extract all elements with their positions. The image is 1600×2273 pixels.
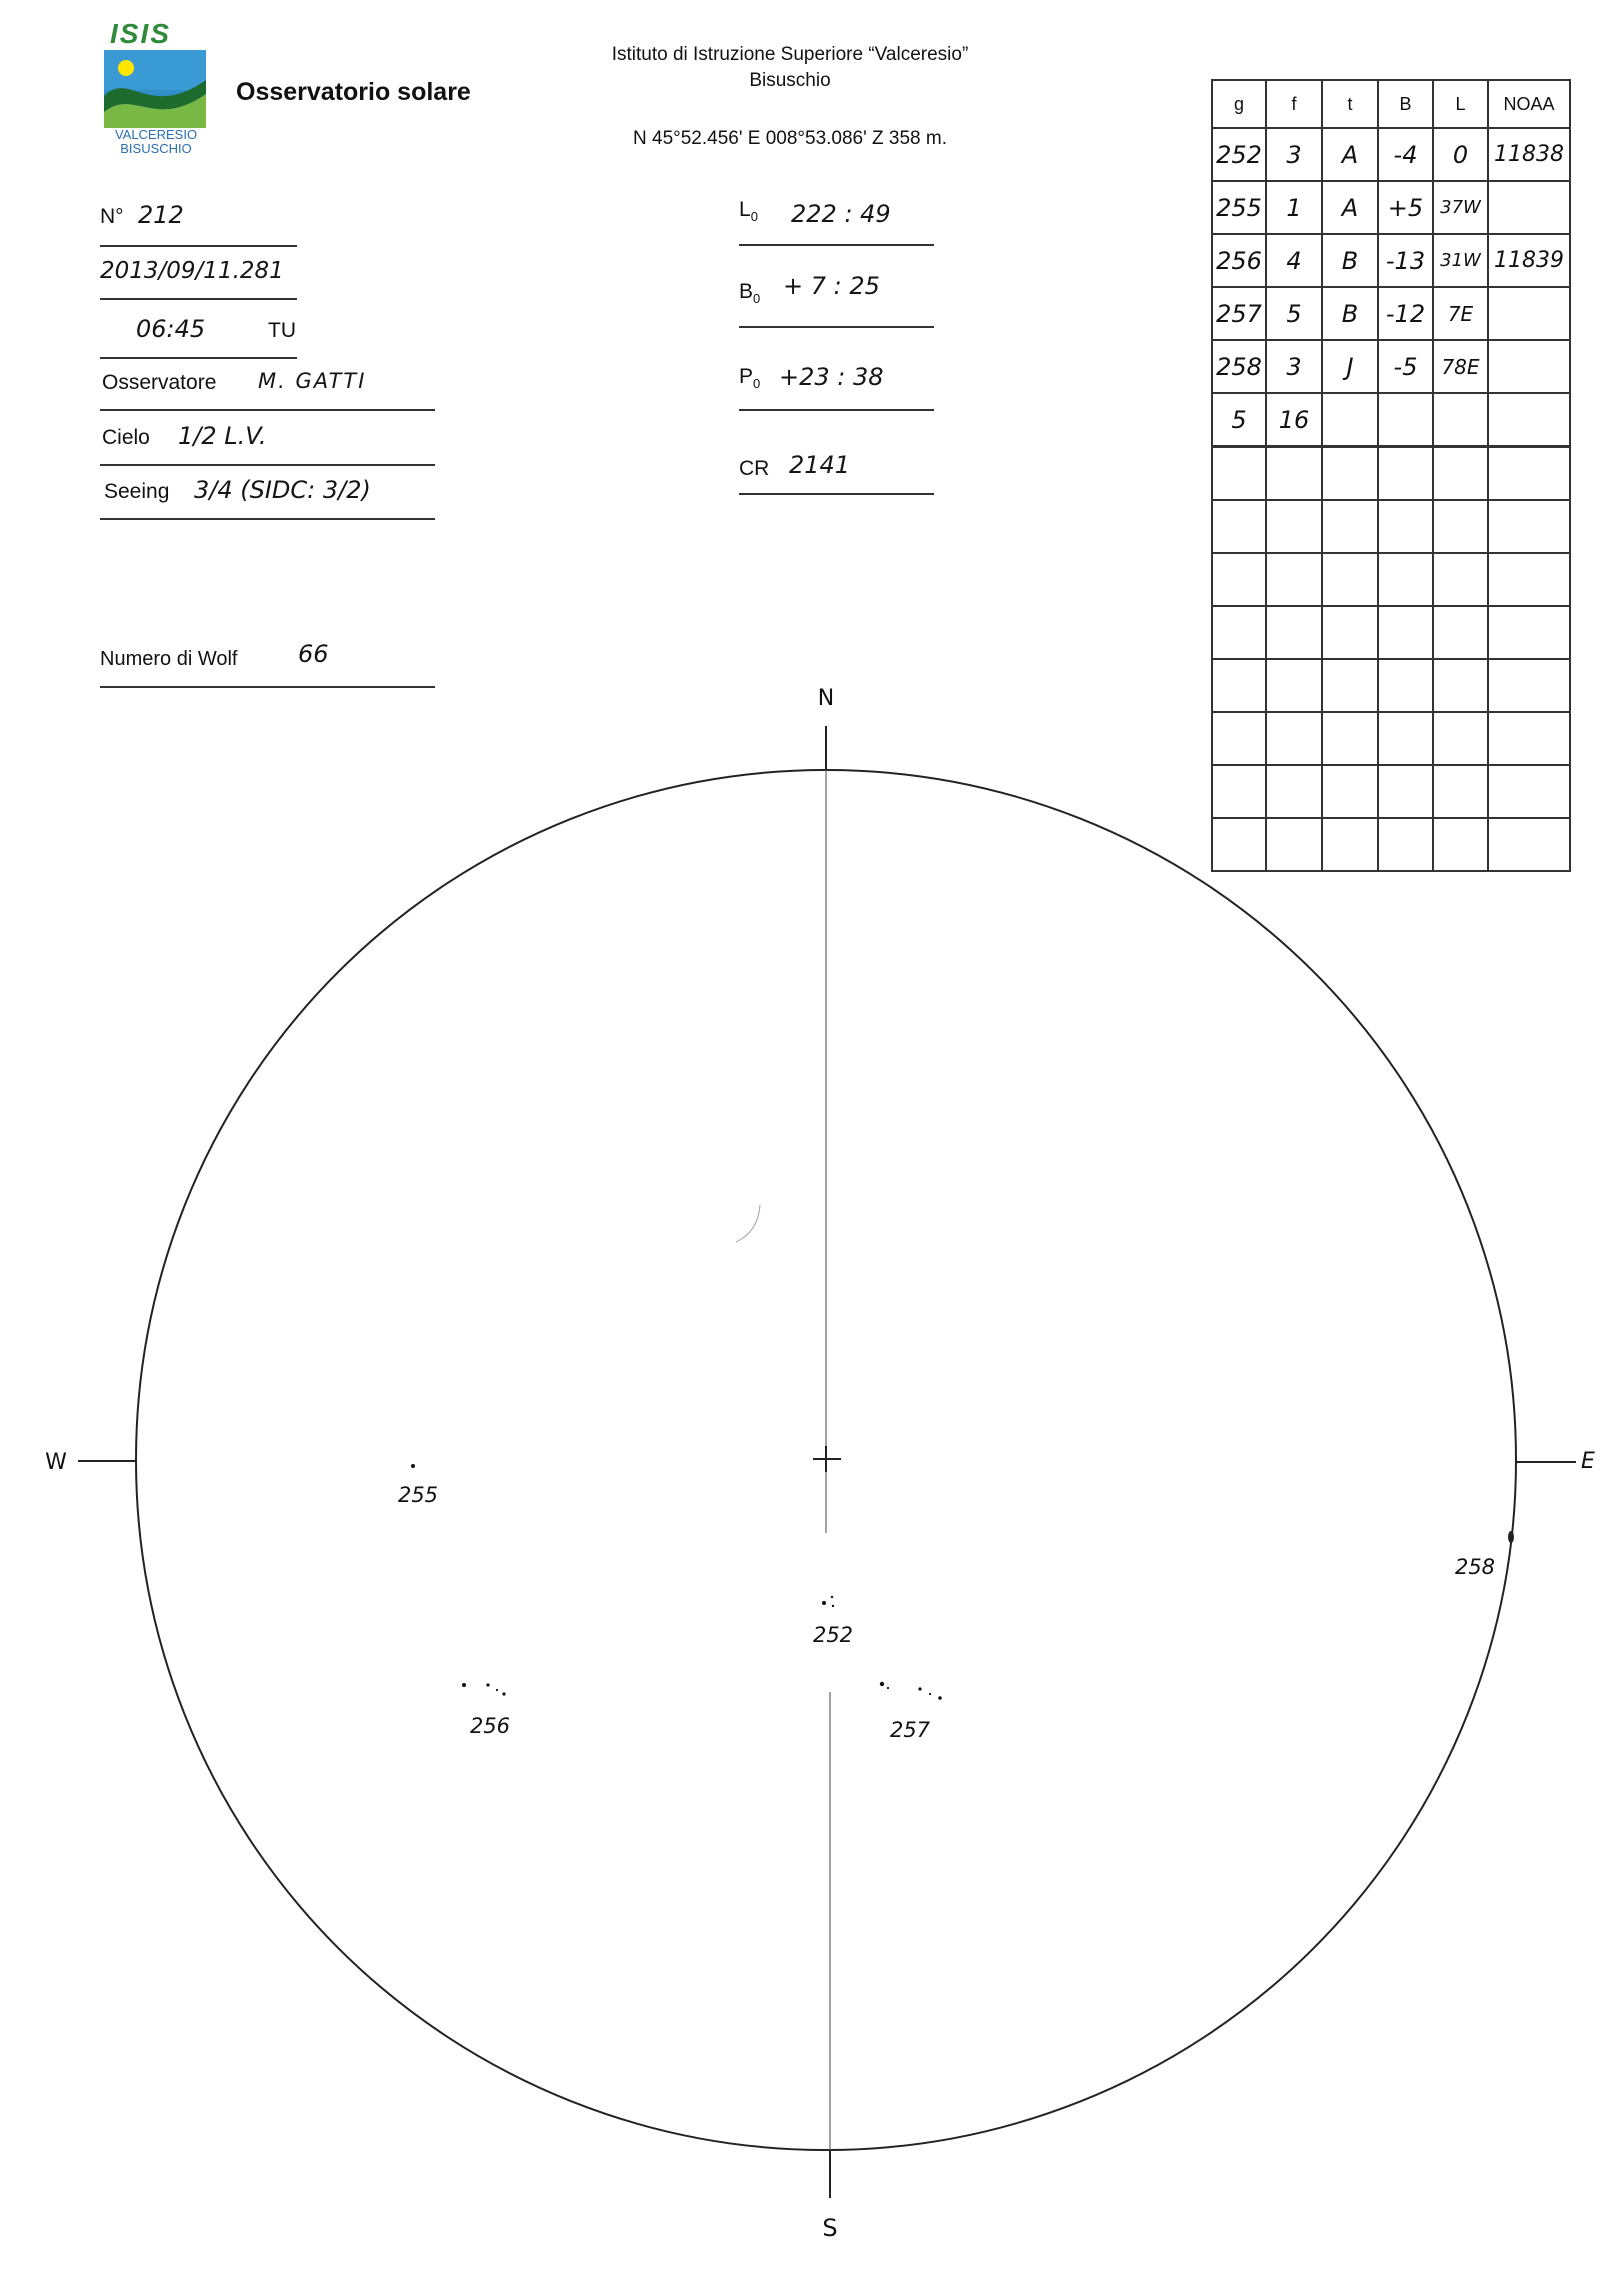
header-latitude: B bbox=[1378, 80, 1433, 128]
sunspot-dot bbox=[831, 1596, 833, 1598]
institute-line2: Bisuschio bbox=[749, 70, 831, 91]
sky-label: Cielo bbox=[102, 426, 150, 449]
east-label: E bbox=[1581, 1449, 1595, 1474]
south-label: S bbox=[822, 2214, 838, 2242]
cell-latitude: -13 bbox=[1378, 234, 1433, 287]
p0-label: $P_0$ bbox=[739, 365, 761, 392]
observatory-name: Osservatorio solare bbox=[236, 78, 471, 106]
sunspot-group-label-258: 258 bbox=[1454, 1555, 1496, 1579]
observer-label: Osservatore bbox=[102, 371, 217, 394]
sunspot-dot bbox=[929, 1693, 931, 1695]
north-label: N bbox=[817, 686, 835, 711]
cell-latitude: -5 bbox=[1378, 340, 1433, 393]
sunspot-dot bbox=[918, 1687, 921, 1690]
sunspot-dot bbox=[880, 1682, 884, 1686]
cell-spots: 3 bbox=[1266, 128, 1322, 181]
b0-label: $B_0$ bbox=[739, 280, 761, 307]
l0-value: 222 : 49 bbox=[791, 200, 891, 228]
cell-noaa: 11839 bbox=[1488, 234, 1570, 287]
cell-group: 255 bbox=[1212, 181, 1266, 234]
time-unit: TU bbox=[268, 319, 296, 342]
sunspot-dot bbox=[462, 1683, 466, 1687]
cell-spots: 3 bbox=[1266, 340, 1322, 393]
sunspot-dot bbox=[411, 1464, 415, 1468]
seeing-value: 3/4 (SIDC: 3/2) bbox=[194, 476, 371, 504]
header-group: g bbox=[1212, 80, 1266, 128]
sky-value: 1/2 L.V. bbox=[178, 422, 267, 450]
cell-type: J bbox=[1322, 340, 1378, 393]
cell-longitude: 78E bbox=[1433, 340, 1488, 393]
b0-value: + 7 : 25 bbox=[783, 272, 880, 300]
sunspot-group-label-252: 252 bbox=[812, 1623, 854, 1647]
record-number-value: 212 bbox=[138, 201, 184, 229]
carrington-label: CR bbox=[739, 457, 770, 480]
sunspot-dot bbox=[496, 1689, 498, 1691]
observer-value: M. GATTI bbox=[258, 369, 367, 393]
cell-longitude: 0 bbox=[1433, 128, 1488, 181]
cell-latitude: +5 bbox=[1378, 181, 1433, 234]
cell-longitude: 7E bbox=[1433, 287, 1488, 340]
total-spots: 16 bbox=[1266, 393, 1322, 447]
cell-noaa: 11838 bbox=[1488, 128, 1570, 181]
cell-group: 256 bbox=[1212, 234, 1266, 287]
sunspot-dot bbox=[486, 1683, 489, 1686]
cell-type: A bbox=[1322, 128, 1378, 181]
cell-longitude: 37W bbox=[1433, 181, 1488, 234]
cell-spots: 5 bbox=[1266, 287, 1322, 340]
cell-latitude: -12 bbox=[1378, 287, 1433, 340]
header-longitude: L bbox=[1433, 80, 1488, 128]
institute-line1: Istituto di Istruzione Superiore “Valceresio” bbox=[611, 44, 969, 65]
header-spots: f bbox=[1266, 80, 1322, 128]
record-number-label: N° bbox=[100, 205, 124, 228]
location-coordinates: N 45°52.456' E 008°53.086' Z 358 m. bbox=[633, 128, 947, 149]
sunspot-dot bbox=[822, 1601, 826, 1605]
sunspot-group-label-257: 257 bbox=[889, 1718, 931, 1742]
time-value: 06:45 bbox=[136, 315, 206, 343]
cell-type: B bbox=[1322, 234, 1378, 287]
sunspot-dot bbox=[938, 1696, 942, 1700]
logo-caption-line1: VALCERESIO bbox=[114, 127, 198, 142]
cell-type: B bbox=[1322, 287, 1378, 340]
cell-group: 257 bbox=[1212, 287, 1266, 340]
sunspot-dot bbox=[1508, 1531, 1514, 1543]
header-noaa: NOAA bbox=[1488, 80, 1570, 128]
west-label: W bbox=[45, 1450, 67, 1475]
date-value: 2013/09/11.281 bbox=[100, 258, 284, 284]
wolf-number-value: 66 bbox=[298, 640, 329, 668]
cell-group: 258 bbox=[1212, 340, 1266, 393]
cell-latitude: -4 bbox=[1378, 128, 1433, 181]
header-type: t bbox=[1322, 80, 1378, 128]
sunspot-dot bbox=[887, 1687, 889, 1689]
logo-caption-line2: BISUSCHIO bbox=[120, 141, 192, 156]
sunspot-dot bbox=[832, 1605, 834, 1607]
p0-value: +23 : 38 bbox=[779, 363, 884, 391]
logo-wordmark: ISIS bbox=[110, 18, 171, 49]
sunspot-group-label-255: 255 bbox=[397, 1483, 439, 1507]
l0-label: $L_0$ bbox=[739, 198, 758, 225]
cell-type: A bbox=[1322, 181, 1378, 234]
sunspot-dot bbox=[502, 1692, 505, 1695]
pencil-arc-mark bbox=[736, 1205, 760, 1242]
cell-group: 252 bbox=[1212, 128, 1266, 181]
sunspot-group-label-256: 256 bbox=[469, 1714, 511, 1738]
wolf-number-label: Numero di Wolf bbox=[100, 648, 238, 670]
cell-spots: 4 bbox=[1266, 234, 1322, 287]
total-groups: 5 bbox=[1212, 393, 1266, 447]
carrington-value: 2141 bbox=[789, 451, 851, 479]
cell-spots: 1 bbox=[1266, 181, 1322, 234]
seeing-label: Seeing bbox=[104, 480, 170, 503]
cell-longitude: 31W bbox=[1433, 234, 1488, 287]
